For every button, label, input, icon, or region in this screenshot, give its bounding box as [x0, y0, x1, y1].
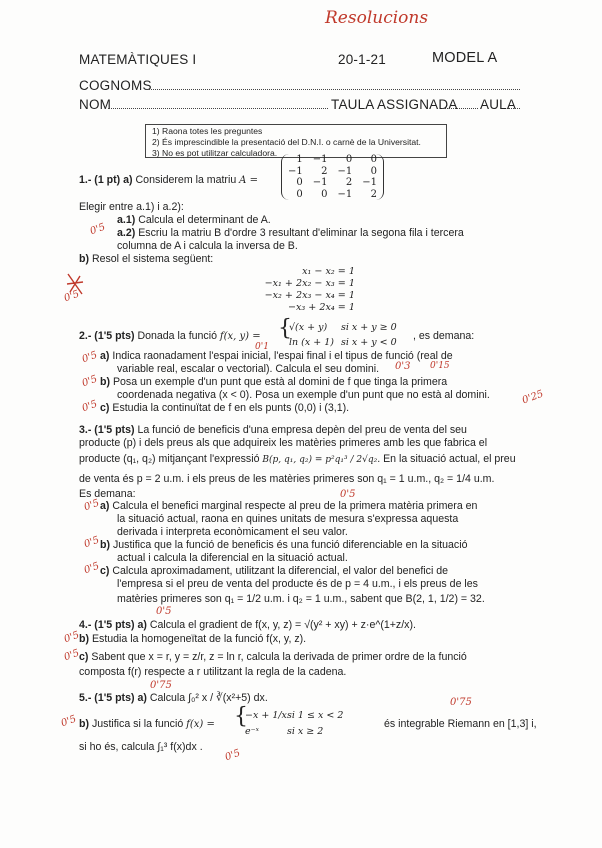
q5-fname: f(x) =: [186, 719, 215, 730]
q1-a2-text-2: columna de A i calcula la inversa de B.: [117, 240, 298, 252]
q2-b: [100, 375, 447, 389]
mark-q3-c: 0'5: [82, 560, 101, 577]
q4-b-text: Estudia la homogeneïtat de la funció f(x, y, z).: [91, 633, 307, 645]
matrix-cell: −1: [337, 188, 353, 200]
q5-case1: −x + 1/x: [245, 710, 287, 721]
mark-q4-a0: 0'5: [156, 606, 172, 617]
surname-label: COGNOMS: [79, 78, 152, 93]
q3-heading: 3.- (1'5 pts): [79, 424, 135, 436]
name-field[interactable]: [108, 108, 328, 109]
q5-a-text: Calcula ∫₀² x / ∛(x²+5) dx.: [149, 692, 268, 704]
q3-c-text-2: l'empresa si el preu de venta del producte és de p = 4 u.m., i els preus de les: [117, 578, 478, 590]
exam-model: MODEL A: [432, 50, 498, 66]
mark-q5-a0: 0'75: [150, 680, 172, 691]
q2-a-text-2: variable real, escalar o vectorial). Calcula el seu domini.: [117, 363, 380, 375]
q5-cases: [245, 708, 287, 740]
mark-q4-c: 0'5: [62, 647, 81, 664]
q1-a2-text: Escriu la matriu B d'ordre 3 resultant d'eliminar la segona fila i tercera: [138, 227, 464, 239]
q1-a1-label: a.1): [117, 214, 136, 226]
q3-a-text-3: derivada i interpreta econòmicament el seu valor.: [117, 526, 348, 538]
matrix-cell: 2: [321, 165, 328, 177]
q2-fname: f(x, y) =: [219, 331, 261, 342]
course-title: MATEMÀTIQUES I: [79, 52, 197, 67]
q5-a-label: a): [137, 692, 147, 704]
matrix-cell: −1: [312, 154, 328, 165]
q3-c-text-3: matèries primeres son q₁ = 1/2 u.m. i q₂ = 1 u.m., sabent que B(2, 1, 1/2) = 32.: [117, 593, 485, 605]
q3-c: [100, 564, 448, 578]
q3-line5: Es demana:: [79, 488, 136, 500]
matrix-cell: −1: [337, 165, 353, 177]
mark-q3-b: 0'5: [82, 534, 101, 551]
q2-cond1: si x + y ≥ 0: [341, 322, 397, 333]
q2-cond2: si x + y < 0: [341, 337, 397, 348]
q1-a2-label: a.2): [117, 227, 136, 239]
q2-conditions: [341, 320, 397, 350]
q3-b: [100, 538, 467, 552]
q4-b: [79, 632, 306, 646]
mark-q5-b2: 0'5: [223, 747, 242, 764]
mark-q2-c: 0'5: [80, 398, 99, 415]
matrix-cell: 0: [321, 188, 328, 200]
classroom-field[interactable]: [508, 108, 520, 109]
q3-line3-a: producte (q₁, q₂) mitjançant l'expressió: [79, 453, 260, 465]
q1-intro-text: Considerem la matriu: [135, 174, 237, 186]
q3-c-text: Calcula aproximadament, utilitzant la diferencial, el valor del benefici de: [112, 565, 449, 577]
mark-q2-b2: 0'25: [520, 388, 546, 407]
q4-heading: 4.- (1'5 pts): [79, 619, 135, 631]
q2-case1: √(x + y): [289, 322, 328, 333]
classroom-label: AULA: [480, 97, 517, 112]
q2-b-text: Posa un exemple d'un punt que està al domini de f que tinga la primera: [112, 376, 448, 388]
q1-b-label: b): [79, 253, 89, 265]
matrix-cell: −1: [362, 177, 377, 188]
matrix-cell: 0: [345, 154, 353, 165]
q1-matrix: [281, 154, 384, 200]
q5-case2: e⁻ˣ: [245, 726, 260, 737]
q1-a1: [117, 213, 271, 227]
mark-q1-a: 0'5: [88, 221, 107, 238]
mark-q2-a4: 0'15: [430, 361, 450, 371]
q1-heading: 1.- (1 pt): [79, 174, 121, 186]
q4-c-label: c): [79, 651, 89, 663]
matrix-cell: 0: [370, 154, 377, 165]
q3-line1: [79, 423, 467, 437]
q1-intro: [79, 173, 258, 188]
matrix-cell: 0: [296, 188, 303, 200]
exam-date: 20-1-21: [338, 52, 386, 67]
matrix-cell: 2: [370, 188, 377, 200]
mark-q2-a1: 0'1: [255, 342, 269, 352]
mark-q2-a3: 0'3: [395, 361, 411, 372]
q1-b: [79, 252, 213, 266]
matrix-cell: 0: [370, 165, 377, 177]
q2-intro: [79, 329, 261, 344]
q2-heading: 2.- (1'5 pts): [79, 330, 135, 342]
name-label: NOM: [79, 97, 112, 112]
q4-a: [79, 618, 416, 632]
q1-matrix-name: A =: [239, 175, 258, 186]
q5-b-text-a: Justifica si la funció: [91, 718, 184, 730]
matrix-cell: −1: [312, 177, 328, 188]
q2-intro-text: Donada la funció: [137, 330, 217, 342]
q2-a-text: Indica raonadament l'espai inicial, l'espai final i el tipus de funció (real de: [112, 350, 453, 362]
q4-b-label: b): [79, 633, 89, 645]
instruction-item: 1) Raona totes les preguntes: [152, 126, 263, 136]
q4-a-label: a): [137, 619, 147, 631]
q3-formula: B(p, q₁, q₂) = p²q₁³ / 2√q₂: [262, 455, 378, 465]
q3-a-text-2: la situació actual, raona en quines unitats de mesura s'expressa aquesta: [117, 513, 459, 525]
instruction-item: 2) És imprescindible la presentació del D.N.I. o carnè de la Universitat.: [152, 137, 421, 147]
q2-case2: ln (x + 1): [289, 337, 334, 348]
q5-b-text-c: si ho és, calcula ∫₁³ f(x)dx .: [79, 741, 203, 753]
q1-system: [263, 266, 355, 314]
q3-line1-text: La funció de beneficis d'una empresa depèn del preu de venta del seu: [137, 424, 467, 436]
q3-a-text: Calcula el benefici marginal respecte al preu de la primera matèria primera en: [112, 500, 478, 512]
table-label: TAULA ASSIGNADA: [331, 97, 458, 112]
instructions-box: [145, 124, 447, 158]
mark-q1-b: 0'5: [62, 288, 81, 305]
mark-q2-b: 0'5: [80, 373, 99, 390]
matrix-cell: −1: [288, 165, 303, 177]
q3-b-text-2: actual i calcula la diferencial en la situació actual.: [117, 552, 348, 564]
q5-b-text-b: és integrable Riemann en [1,3] i,: [384, 718, 537, 730]
q1-part-a-label: a): [123, 174, 133, 186]
q1-a2: [117, 226, 464, 240]
q5-conditions: [287, 708, 343, 740]
q2-cases: [289, 320, 334, 350]
q5-cond1: si 1 ≤ x < 2: [287, 710, 344, 721]
matrix-cell: 2: [345, 177, 353, 188]
surname-field[interactable]: [146, 89, 520, 90]
q2-brace: {: [278, 316, 292, 341]
q3-line2: producte (p) i dels preus als que adquireix les matèries primeres amb les que fabrica el: [79, 437, 488, 449]
q3-line3-b: . En la situació actual, el preu: [377, 453, 516, 465]
q5-a: [79, 691, 268, 705]
q3-b-label: b): [100, 539, 110, 551]
q2-c-text: Estudia la continuïtat de f en els punts (0,0) i (3,1).: [112, 402, 350, 414]
q4-c: [79, 650, 467, 664]
q3-b-text: Justifica que la funció de beneficis és una funció diferenciable en la situació: [112, 539, 468, 551]
q3-a-label: a): [100, 500, 110, 512]
q5-cond2: si x ≥ 2: [287, 726, 324, 737]
q2-tail: , es demana:: [413, 330, 475, 342]
q5-heading: 5.- (1'5 pts): [79, 692, 135, 704]
table-field[interactable]: [442, 108, 478, 109]
mark-q2-a2: 0'5: [80, 349, 99, 366]
q2-c-label: c): [100, 402, 110, 414]
system-equation: −x₁ + 2x₂ − x₃ = 1: [264, 278, 355, 289]
q2-c: [100, 401, 349, 415]
system-equation: −x₃ + 2x₄ = 1: [287, 302, 355, 313]
annotation-title: Resolucions: [325, 8, 429, 28]
instruction-item: 3) No es pot utilitzar calculadora.: [152, 148, 278, 158]
q5-brace: {: [234, 704, 248, 729]
q3-a: [100, 499, 477, 513]
q3-c-label: c): [100, 565, 110, 577]
q4-c-text: Sabent que x = r, y = z/r, z = ln r, calcula la derivada de primer ordre de la funció: [91, 651, 467, 663]
q2-b-label: b): [100, 376, 110, 388]
mark-q3-a: 0'5: [82, 497, 101, 514]
q1-b-text: Resol el sistema següent:: [91, 253, 214, 265]
mark-q5-b: 0'75: [450, 697, 472, 708]
system-equation: x₁ − x₂ = 1: [302, 266, 355, 277]
q2-b-text-2: coordenada negativa (x < 0). Posa un exemple d'un punt que no està al domini.: [117, 389, 490, 401]
q4-c-text-2: composta f(r) respecte a r utilitzant la regla de la cadena.: [79, 666, 347, 678]
mark-q4-b: 0'5: [62, 629, 81, 646]
matrix-cell: 1: [296, 154, 303, 165]
q4-a-text: Calcula el gradient de f(x, y, z) = √(y² + xy) + z·e^(1+z/x).: [149, 619, 416, 631]
mark-q3-a0: 0'5: [340, 489, 356, 500]
q3-line4: de venta és p = 2 u.m. i els preus de les matèries primeres son q₁ = 1 u.m., q₂ = 1/4 u.m.: [79, 473, 495, 485]
q5-b: [79, 717, 215, 732]
q2-a-label: a): [100, 350, 110, 362]
q5-b-label: b): [79, 718, 89, 730]
system-equation: −x₂ + 2x₃ − x₄ = 1: [264, 290, 355, 301]
q1-a1-text: Calcula el determinant de A.: [138, 214, 271, 226]
mark-q5-b0: 0'5: [59, 713, 78, 730]
q3-line3: [79, 452, 516, 467]
matrix-cell: 0: [296, 177, 303, 188]
q1-choose: Elegir entre a.1) i a.2):: [79, 201, 184, 213]
